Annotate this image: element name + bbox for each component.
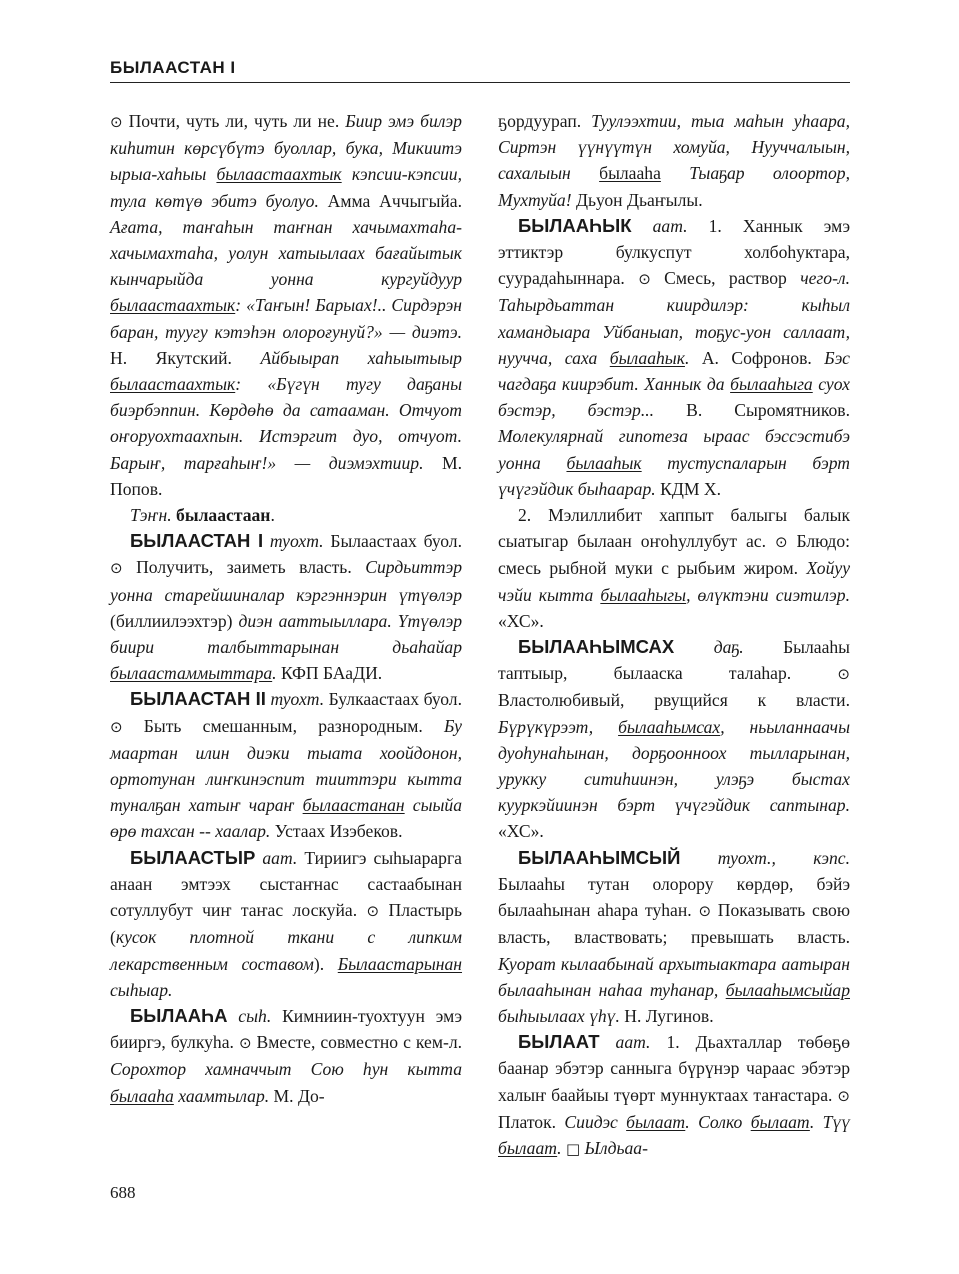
part-of-speech: туохт.: [263, 531, 324, 552]
dictionary-entry: [498, 845, 850, 1029]
page-number: 688: [110, 1183, 136, 1202]
part-of-speech: аат.: [255, 847, 298, 868]
punct: .: [684, 347, 690, 368]
headword-usage: былааһымсыйар: [725, 979, 850, 1000]
example-text: : «Бүгүн тугу даҕаны биэрбэппин. Көрдөһө да сатааман. Отчуот оҥоруохтаахпын. Истэргит дуо, отчуот. Барыҥ, тарғаһыҥ!» — диэмэхтиир.: [110, 374, 462, 473]
circle-dot-icon: ⊙: [698, 902, 712, 921]
punct: .: [272, 663, 277, 684]
dictionary-entry: [110, 528, 462, 686]
example-text: Ылдьаа-: [580, 1137, 648, 1158]
punct: .: [270, 505, 275, 526]
definition: Тириигэ сыһыарарга анаан эмтээх сыстаҥнас састаабынан сотуллубут чиҥ таҥас лоскуйа.: [110, 847, 462, 921]
headword: БЫЛААҺЫМСАХ: [518, 636, 675, 658]
dictionary-entry: [498, 634, 850, 845]
synonym-label: Тэҥн.: [130, 505, 172, 526]
square-icon: □: [565, 1139, 581, 1158]
dictionary-entry: [110, 686, 462, 844]
translation: Показывать свою власть, властвовать; превышать власть.: [498, 900, 850, 948]
example-text: быһыылаах үһү.: [498, 1005, 620, 1026]
example-text: , ньыланнаачы дуоһунаһынан, дорҕоонноох тылларынан, урукку ситиһиинэн, улэҕэ быстах кууркэйиинэн бэрт үчүгэйдик саптынар.: [498, 716, 850, 816]
source-author: КДМ Х.: [655, 478, 721, 499]
circle-dot-icon: ⊙: [366, 902, 380, 921]
circle-dot-icon: ⊙: [238, 1034, 252, 1053]
source-author: «ХС».: [498, 821, 544, 842]
headword-usage: былааһымсах: [618, 716, 721, 737]
source-author: ҕордуурап.: [498, 111, 592, 131]
dictionary-sense: [498, 502, 850, 634]
example-text: . Солко: [685, 1111, 751, 1132]
translation: Получить, заиметь власть.: [122, 557, 366, 578]
dictionary-entry: [110, 1003, 462, 1109]
source-author: Амма Аччыгыйа.: [318, 190, 463, 211]
part-of-speech: аат.: [599, 1032, 651, 1053]
running-header: [110, 56, 850, 83]
circle-dot-icon: ⊙: [774, 533, 788, 552]
definition: Былааһы тутан олорору көрдөр, бэйэ былааһынан аһара туһан.: [498, 873, 850, 921]
example-text: Тыаҕар олоортор, Мухтуйа!: [498, 163, 851, 210]
headword-usage: былаат: [498, 1137, 558, 1158]
example-gloss: (биллиилээхтэр): [110, 610, 239, 631]
headword-usage: былааһык: [609, 347, 685, 368]
translation: Быть смешанным, разнородным.: [122, 715, 445, 736]
headword-usage: былааһа: [599, 163, 661, 184]
source-author: «ХС».: [498, 610, 544, 631]
headword-usage: былаастанан: [302, 795, 405, 816]
headword-usage: былаастаахтык: [216, 164, 342, 185]
definition: Булкаастаах буол.: [324, 689, 462, 710]
headword: БЫЛААҺЫМСЫЙ: [518, 846, 681, 868]
example-text: Туулээхтии, тыа маһын уһаара, Сиртэн үүнүүтүн хомуйа, Нууччалыын, сахалыын: [498, 111, 850, 184]
example-text: Биир эмэ билэр киһитин көрсүбүтэ буоллар, бука, Микиитэ ырыа-хаһыы: [110, 111, 462, 185]
headword-usage: былаат: [626, 1111, 686, 1132]
example-text: Сорохтор хамначчыт Сою һун кытта: [110, 1059, 462, 1080]
running-head-title: БЫЛААСТАН I: [110, 58, 236, 77]
example-text: тустуспаларын бэрт үчүгэйдик быһаарар.: [498, 452, 850, 499]
translation: Властолюбивый, рвущийся к власти.: [498, 690, 850, 711]
headword-usage: былаастаммыттара: [110, 663, 273, 684]
example-text: Бу маартан илин диэки тыата хоойдонон, ортотунан лиҥкинэспит тииттэри кытта туналҕан хатыҥ чараҥ: [110, 715, 462, 816]
headword: БЫЛААСТЫР: [130, 846, 256, 868]
definition: Былаастаах буол.: [323, 531, 462, 552]
dictionary-entry: [498, 1029, 850, 1162]
example-text: хаамтылар.: [173, 1085, 270, 1106]
example-text: Айбыырап хаһыытыыр: [260, 347, 462, 368]
circle-dot-icon: ⊙: [110, 717, 123, 736]
entry-continuation: [498, 108, 850, 213]
example-text: Бэс чагдаҕа киирэбит. Ханнык да: [498, 347, 850, 395]
source-author: М. Попов.: [110, 452, 462, 499]
translation: Пластырь (: [110, 900, 462, 948]
translation: Смесь, раствор: [650, 268, 801, 289]
part-of-speech: туохт., кэпс.: [680, 847, 850, 868]
synonym-word: былаастаан: [176, 505, 271, 526]
source-author: Н. Лугинов.: [619, 1005, 714, 1026]
example-text: Хойуу чэйи кытта: [498, 558, 850, 605]
circle-dot-icon: ⊙: [110, 559, 123, 578]
translation-gloss: кусок плотной ткани с липким лекарственным составом: [110, 927, 462, 974]
definition: 2. Мэлиллибит хаппыт балыгы балык сыатыгар былаан оҥоһуллубут ас.: [498, 505, 850, 552]
headword: БЫЛААТ: [518, 1031, 600, 1053]
example-text: сыһыар.: [110, 979, 173, 1000]
circle-dot-icon: ⊙: [837, 665, 850, 684]
headword: БЫЛААҺЫК: [518, 214, 632, 236]
headword-usage: былааһа: [110, 1085, 174, 1106]
synonym-line: [110, 502, 462, 528]
source-author: М. До-: [269, 1085, 325, 1106]
headword: БЫЛААСТАН I: [130, 530, 264, 552]
headword: БЫЛААСТАН II: [130, 688, 266, 710]
definition: 1. Ханнык эмэ эттиктэр булкуспут холбоһуктара, суурадаһыннара.: [498, 215, 851, 289]
part-of-speech: туохт.: [265, 689, 325, 710]
circle-dot-icon: ⊙: [837, 1086, 850, 1105]
example-text: . Түү: [809, 1111, 851, 1132]
circle-dot-icon: ⊙: [110, 113, 123, 131]
example-text: сыыйа өрө тахсан -- хаалар.: [110, 795, 462, 842]
part-of-speech: аат.: [631, 215, 688, 236]
definition: Былааһы таптыыр, былааска талаһар.: [498, 637, 851, 684]
translation: Платок.: [498, 1111, 565, 1132]
dictionary-entry: [110, 845, 462, 1003]
example-text: , өлүктэни сиэтилэр.: [686, 584, 850, 605]
headword-usage: былааһыга: [730, 374, 813, 395]
example-text: Куорат кылаабынай архытыактара аатыран былааһынан наһаа туһанар,: [498, 953, 850, 1000]
source-author: Н. Якутский.: [110, 347, 261, 368]
example-text: диэн ааттыыллара. Үтүөлэр биири талбыттарынан дьаһайар: [110, 610, 462, 658]
entry-continuation: [110, 108, 462, 502]
part-of-speech: сыһ.: [227, 1005, 272, 1026]
example-text: : «Таҥын! Барыах!.. Сирдэрэн баран, туугу кэтэһэн олороғунуй?» — диэтэ.: [110, 295, 462, 342]
right-column: [498, 108, 850, 1162]
example-text: Бүрүкүрээт,: [498, 716, 619, 737]
example-text: Сиидэс: [564, 1111, 627, 1132]
headword-usage: Былаастарынан: [337, 953, 463, 974]
headword-usage: былааһык: [566, 452, 642, 473]
example-text: чего-л. Таһырдьаттан киирдилэр: кыһыл хамандыара Уйбаныап, тоҕус-уон саллаат, нуучча, саха: [498, 268, 850, 368]
headword-usage: былааһыгы: [600, 584, 687, 605]
headword-usage: былаастаахтык: [110, 374, 236, 395]
definition: 1. Дьахталлар төбөҕө баанар эбэтэр санныга бүрүнэр чараас эбэтэр халыҥ баайыы түөрт муннуктаах таҥастара.: [498, 1032, 850, 1105]
punct: .: [557, 1137, 566, 1158]
example-text: Молекулярнай гипотеза ыраас бэссэстибэ уонна: [498, 426, 850, 473]
example-text: суох бэстэр, бэстэр...: [498, 374, 850, 421]
translation: Блюдо: смесь рыбной муки с рыбьим жиром.: [498, 531, 851, 579]
source-author: Дьуон Дьаҥылы.: [571, 189, 703, 210]
translation: Вместе, совместно с кем-л.: [251, 1032, 462, 1053]
headword-usage: былаастаахтык: [110, 295, 236, 316]
left-column: [110, 108, 462, 1109]
definition: Кимниин-туохтуун эмэ бииргэ, булкуһа.: [110, 1005, 462, 1053]
example-text: кэпсии-кэпсии, тула көтүө эбитэ буолуо.: [110, 164, 462, 211]
dictionary-entry: [498, 213, 850, 502]
source-author: КФП БАаДИ.: [276, 663, 383, 684]
circle-dot-icon: ⊙: [638, 270, 651, 289]
source-author: В. Сыромятников.: [654, 400, 850, 421]
headword: БЫЛААҺА: [130, 1004, 228, 1026]
part-of-speech: даҕ.: [674, 637, 744, 658]
source-author: А. Софронов.: [689, 347, 825, 368]
headword-usage: былаат: [750, 1111, 810, 1132]
example-text: Сирдьиттэр уонна старейшиналар кэргэннэрин үтүөлэр: [110, 557, 462, 605]
definition: Почти, чуть ли, чуть ли не.: [122, 111, 346, 131]
source-author: Устаах Изэбеков.: [270, 821, 403, 842]
punct: ).: [313, 953, 338, 974]
example-text: Ағата, таҥаһын таҥнан хачымахтаһа-хачымахтаһа, уолун хатыылаах бағайытык кынчарыйда уонна кургуйдуур: [110, 216, 462, 290]
